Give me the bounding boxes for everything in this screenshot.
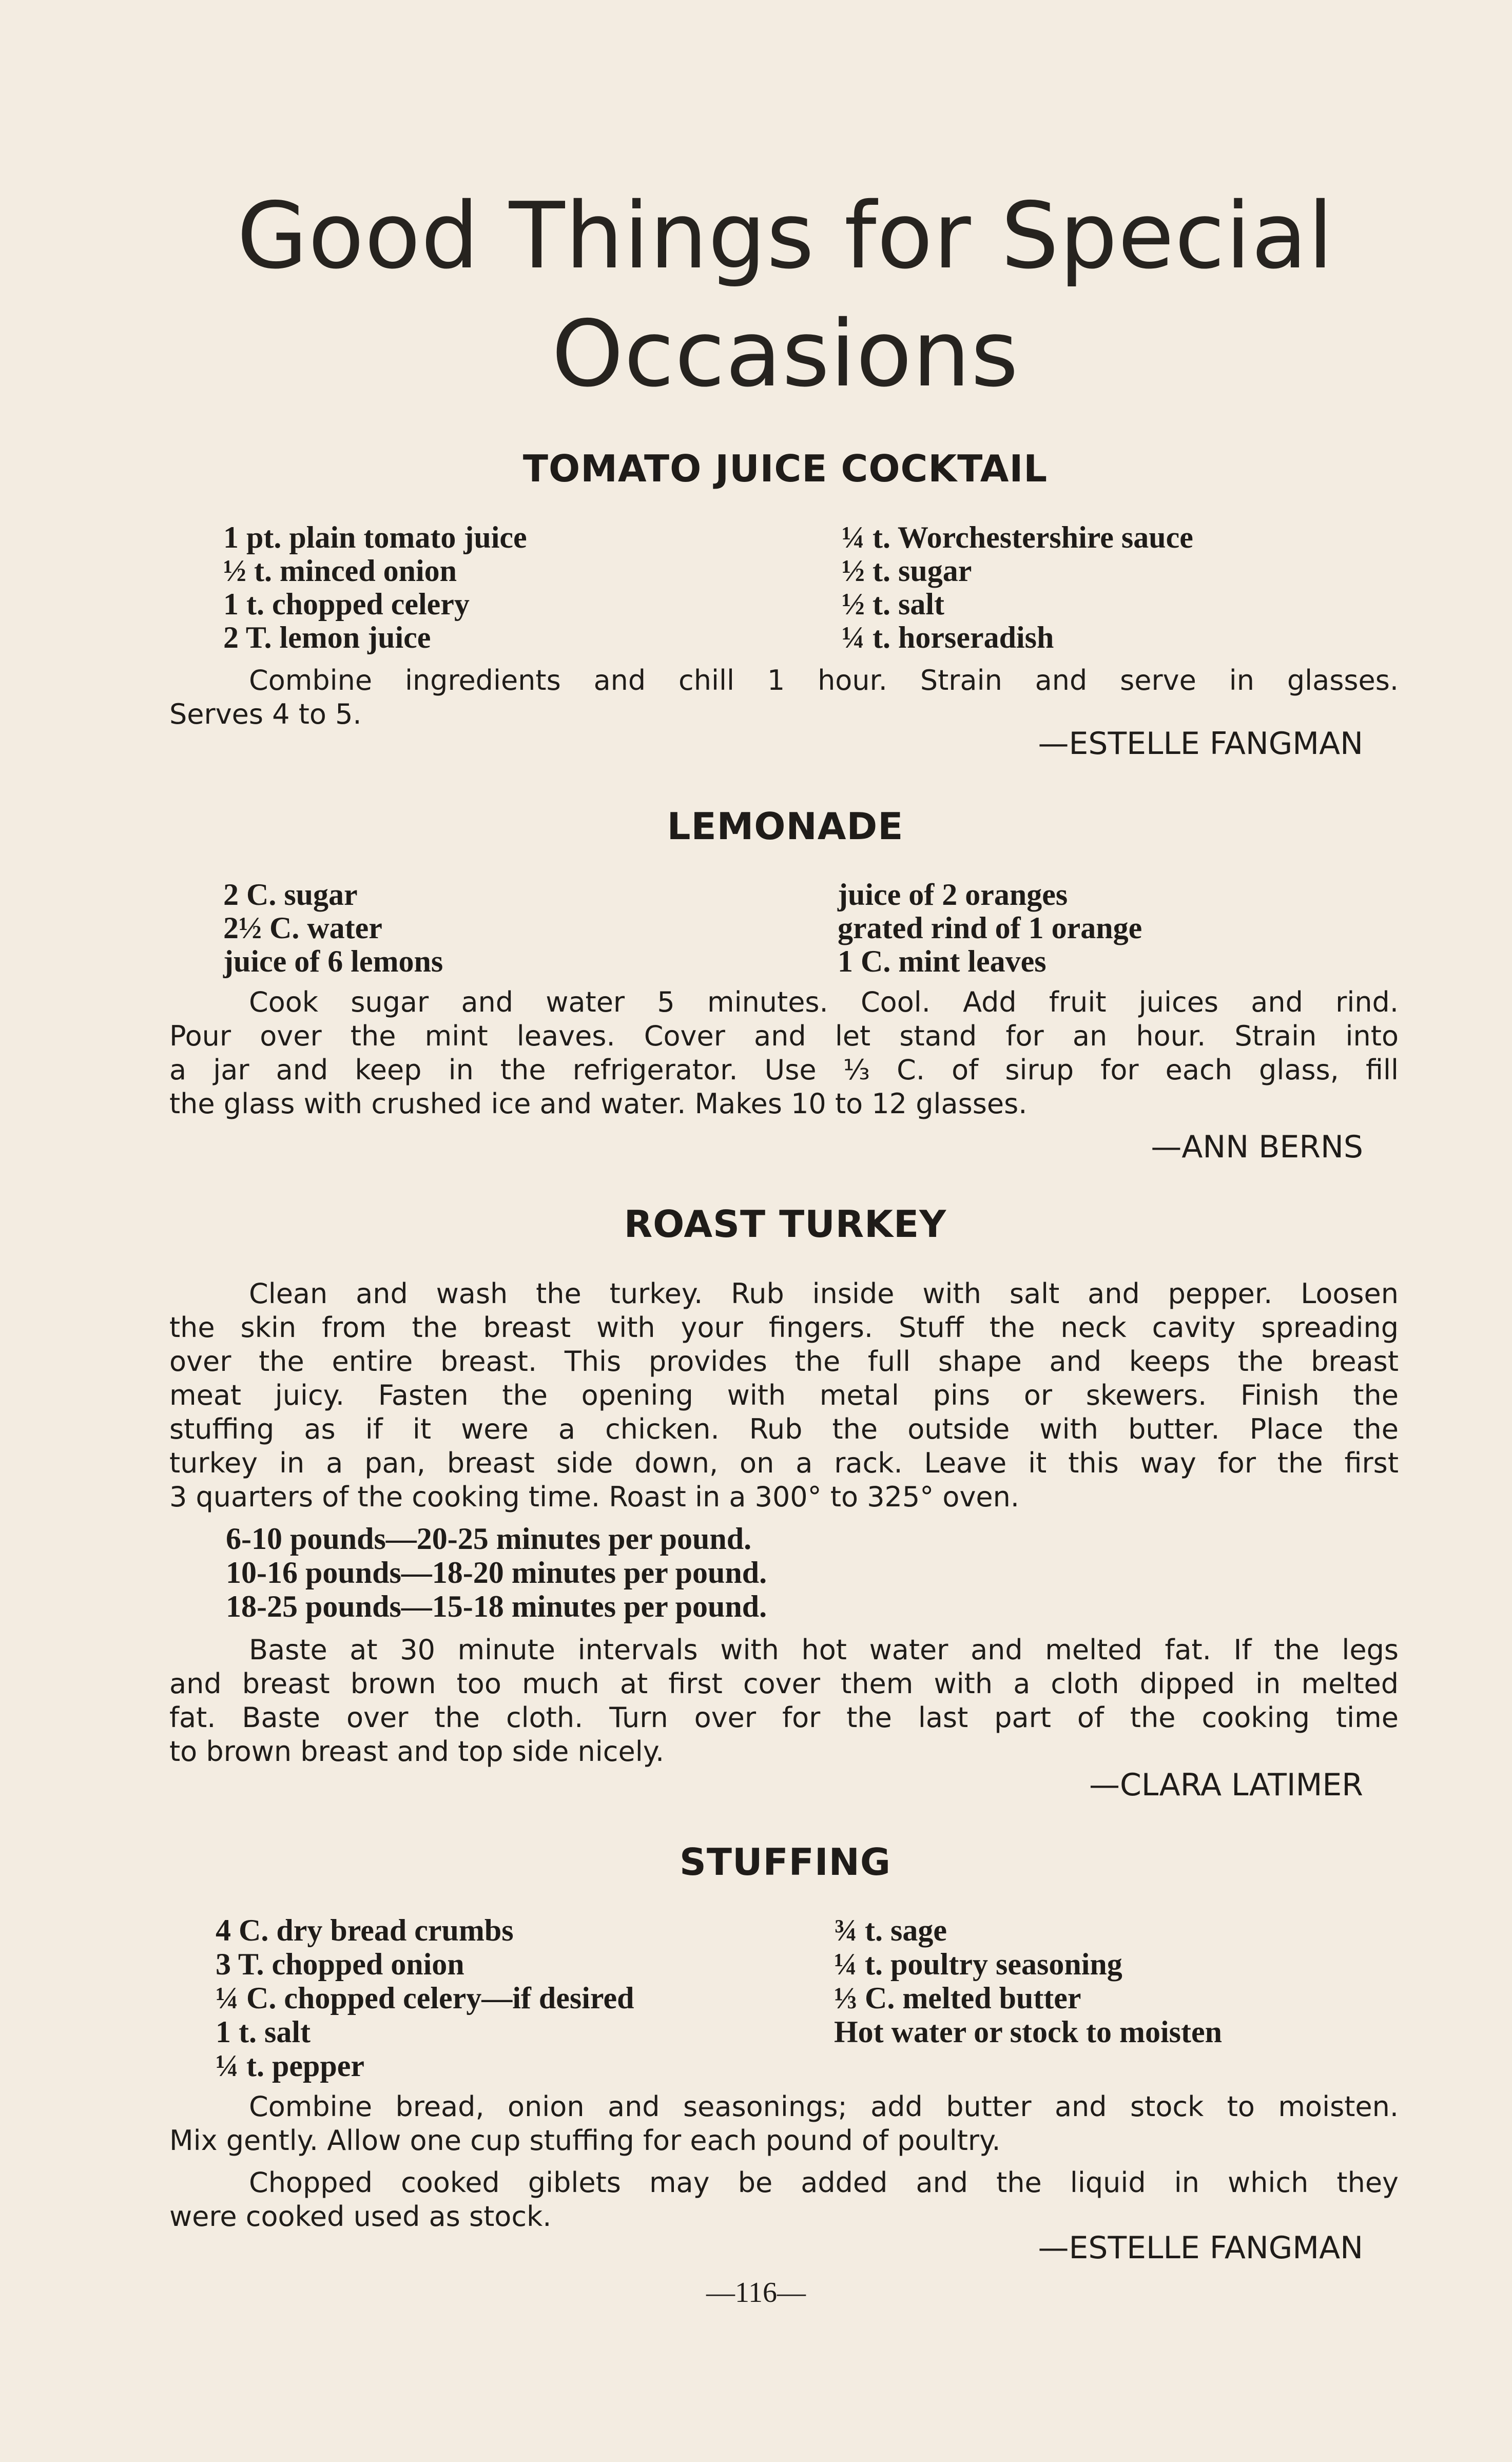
directions-line: 3 quarters of the cooking time. Roast in a 300° to 325° oven. bbox=[169, 1481, 1020, 1513]
author-signature: —ESTELLE FANGMAN bbox=[1038, 726, 1363, 762]
ingredient: Hot water or stock to moisten bbox=[834, 2015, 1222, 2049]
directions-line: turkey in a pan, breast side down, on a rack. Leave it this way for the first bbox=[169, 1447, 1399, 1479]
directions-line: meat juicy. Fasten the opening with metal pins or skewers. Finish the bbox=[169, 1379, 1399, 1411]
directions-line: fat. Baste over the cloth. Turn over for the last part of the cooking time bbox=[169, 1701, 1399, 1734]
ingredient: ¼ C. chopped celery—if desired bbox=[216, 1981, 634, 2015]
directions-line: Serves 4 to 5. bbox=[169, 698, 362, 730]
cooking-time: 6-10 pounds—20-25 minutes per pound. bbox=[226, 1522, 752, 1556]
directions-tomato bbox=[169, 664, 1399, 731]
directions-line: Baste at 30 minute intervals with hot water and melted fat. If the legs bbox=[249, 1634, 1399, 1666]
directions-line: and breast brown too much at first cover them with a cloth dipped in melted bbox=[169, 1668, 1399, 1700]
ingredient: ¼ t. horseradish bbox=[842, 621, 1054, 654]
cooking-time: 18-25 pounds—15-18 minutes per pound. bbox=[226, 1589, 767, 1623]
directions-lemonade bbox=[169, 985, 1399, 1121]
directions-line: Clean and wash the turkey. Rub inside with salt and pepper. Loosen bbox=[249, 1277, 1399, 1310]
directions-line: a jar and keep in the refrigerator. Use ⅓ C. of sirup for each glass, fill bbox=[169, 1054, 1399, 1086]
basting-directions bbox=[169, 1633, 1399, 1769]
directions-line: were cooked used as stock. bbox=[169, 2200, 552, 2233]
directions-line: Combine ingredients and chill 1 hour. Strain and serve in glasses. bbox=[249, 664, 1399, 696]
ingredient: ¼ t. pepper bbox=[216, 2049, 364, 2083]
recipe-title-lemonade: LEMONADE bbox=[667, 805, 904, 848]
ingredient: juice of 6 lemons bbox=[223, 944, 443, 978]
directions-line: Chopped cooked giblets may be added and the liquid in which they bbox=[249, 2166, 1399, 2199]
ingredient: 1 t. chopped celery bbox=[223, 587, 470, 621]
recipe-title-tomato-juice-cocktail: TOMATO JUICE COCKTAIL bbox=[522, 447, 1048, 490]
directions-line: stuffing as if it were a chicken. Rub the outside with butter. Place the bbox=[169, 1413, 1399, 1445]
ingredient: 2 T. lemon juice bbox=[223, 621, 431, 654]
ingredient: ¼ t. poultry seasoning bbox=[834, 1947, 1122, 1981]
ingredient: juice of 2 oranges bbox=[838, 878, 1068, 912]
author-signature: —ESTELLE FANGMAN bbox=[1038, 2230, 1363, 2266]
ingredient: 1 C. mint leaves bbox=[838, 944, 1046, 978]
ingredient: 2 C. sugar bbox=[223, 878, 358, 912]
ingredient: ½ t. sugar bbox=[842, 554, 972, 588]
directions-line: to brown breast and top side nicely. bbox=[169, 1735, 665, 1768]
page-title-line-1: Good Things for Special bbox=[237, 183, 1334, 289]
directions-stuffing-giblets bbox=[169, 2166, 1399, 2234]
directions-line: the skin from the breast with your fingers. Stuff the neck cavity spreading bbox=[169, 1311, 1399, 1344]
recipe-title-roast-turkey: ROAST TURKEY bbox=[624, 1203, 947, 1246]
recipe-title-stuffing: STUFFING bbox=[680, 1840, 891, 1884]
ingredient: ¼ t. Worchestershire sauce bbox=[842, 520, 1193, 554]
page-number: —116— bbox=[706, 2277, 806, 2309]
directions-line: the glass with crushed ice and water. Makes 10 to 12 glasses. bbox=[169, 1088, 1028, 1120]
ingredient: 4 C. dry bread crumbs bbox=[216, 1913, 514, 1947]
directions-stuffing bbox=[169, 2090, 1399, 2158]
ingredient: 3 T. chopped onion bbox=[216, 1947, 464, 1981]
ingredient: 2½ C. water bbox=[223, 911, 382, 945]
directions-line: Combine bread, onion and seasonings; add butter and stock to moisten. bbox=[249, 2090, 1399, 2123]
ingredient: ⅓ C. melted butter bbox=[834, 1981, 1081, 2015]
ingredient: ¾ t. sage bbox=[834, 1913, 947, 1947]
directions-line: Mix gently. Allow one cup stuffing for each pound of poultry. bbox=[169, 2124, 1001, 2157]
ingredient: 1 t. salt bbox=[216, 2015, 311, 2049]
directions-line: Cook sugar and water 5 minutes. Cool. Add fruit juices and rind. bbox=[249, 986, 1399, 1018]
directions-turkey bbox=[169, 1277, 1399, 1514]
ingredient: ½ t. minced onion bbox=[223, 554, 457, 588]
author-signature: —CLARA LATIMER bbox=[1089, 1767, 1363, 1803]
author-signature: —ANN BERNS bbox=[1151, 1129, 1363, 1165]
page-title-line-2: Occasions bbox=[551, 301, 1019, 407]
cooking-time: 10-16 pounds—18-20 minutes per pound. bbox=[226, 1556, 767, 1589]
ingredient: grated rind of 1 orange bbox=[838, 911, 1142, 945]
directions-line: Pour over the mint leaves. Cover and let stand for an hour. Strain into bbox=[169, 1020, 1399, 1052]
ingredient: 1 pt. plain tomato juice bbox=[223, 520, 527, 554]
directions-line: over the entire breast. This provides the full shape and keeps the breast bbox=[169, 1345, 1399, 1378]
ingredient: ½ t. salt bbox=[842, 587, 944, 621]
